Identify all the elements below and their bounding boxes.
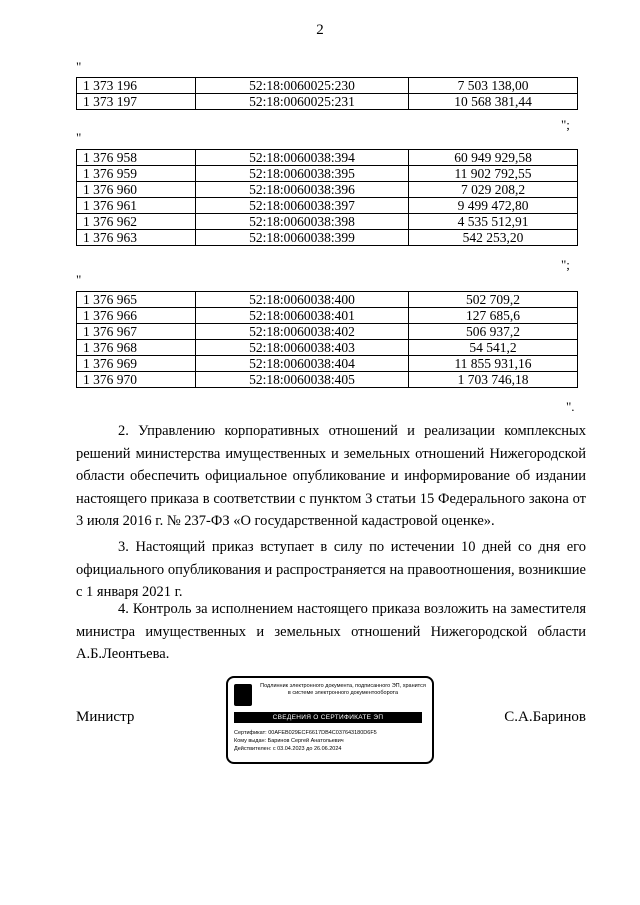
table-row: [77, 214, 578, 230]
paragraph-3: [76, 536, 586, 604]
open-quote-2: ": [76, 130, 82, 145]
cadastral-value: 542 253,20: [409, 230, 578, 246]
cadastral-number: 52:18:0060038:404: [196, 356, 409, 372]
cadastral-value: 4 535 512,91: [409, 214, 578, 230]
cadastral-number: 52:18:0060038:399: [196, 230, 409, 246]
paragraph-2: [76, 420, 586, 533]
signatory-name: С.А.Баринов: [504, 709, 586, 725]
table-row: [77, 182, 578, 198]
open-quote-1: ": [76, 59, 82, 74]
cadastral-number: 52:18:0060038:395: [196, 166, 409, 182]
signatory-position: Министр: [76, 709, 135, 725]
cadastral-value: 1 703 746,18: [409, 372, 578, 388]
object-number: 1 376 962: [77, 214, 196, 230]
cadastral-number: 52:18:0060038:401: [196, 308, 409, 324]
stamp-info: [234, 729, 426, 753]
cadastral-table-2: [76, 149, 578, 246]
object-number: 1 376 966: [77, 308, 196, 324]
cadastral-value: 11 902 792,55: [409, 166, 578, 182]
stamp-title: СВЕДЕНИЯ О СЕРТИФИКАТЕ ЭП: [234, 712, 422, 723]
table-row: [77, 198, 578, 214]
paragraph-2-text: 2. Управлению корпоративных отношений и реализации комплексных решений министерства имущественных и земельных отношений Нижегородской области обеспечить официальное опубликование и информирование об издании настоящего приказа в соответствии с пунктом 3 статьи 15 Федерального закона от 3 июля 2016 г. № 237-ФЗ «О государственной кадастровой оценке».: [76, 423, 586, 529]
table-row: [77, 78, 578, 94]
cadastral-value: 10 568 381,44: [409, 94, 578, 110]
stamp-header: Подлинник электронного документа, подписанного ЭП, хранится в системе электронного документооборота: [260, 683, 426, 696]
cadastral-number: 52:18:0060038:394: [196, 150, 409, 166]
stamp-issued-to: Кому выдан: Баринов Сергей Анатольевич: [234, 738, 344, 744]
cadastral-value: 506 937,2: [409, 324, 578, 340]
cadastral-number: 52:18:0060038:403: [196, 340, 409, 356]
object-number: 1 376 958: [77, 150, 196, 166]
cadastral-value: 127 685,6: [409, 308, 578, 324]
cadastral-value: 54 541,2: [409, 340, 578, 356]
cadastral-value: 11 855 931,16: [409, 356, 578, 372]
table-row: [77, 372, 578, 388]
object-number: 1 376 968: [77, 340, 196, 356]
table-row: [77, 340, 578, 356]
paragraph-4-text: 4. Контроль за исполнением настоящего приказа возложить на заместителя министра имущественных и земельных отношений Нижегородской области А.Б.Леонтьева.: [76, 601, 586, 662]
cadastral-value: 60 949 929,58: [409, 150, 578, 166]
cadastral-number: 52:18:0060038:400: [196, 292, 409, 308]
table-row: [77, 308, 578, 324]
table-row: [77, 166, 578, 182]
cadastral-number: 52:18:0060038:402: [196, 324, 409, 340]
cadastral-value: 7 503 138,00: [409, 78, 578, 94]
object-number: 1 376 959: [77, 166, 196, 182]
coat-of-arms-icon: [234, 684, 252, 706]
table-row: [77, 324, 578, 340]
page-number: 2: [316, 22, 324, 38]
cadastral-value: 9 499 472,80: [409, 198, 578, 214]
close-quote-2: ";: [561, 257, 570, 272]
cadastral-number: 52:18:0060038:397: [196, 198, 409, 214]
cadastral-number: 52:18:0060038:398: [196, 214, 409, 230]
stamp-certificate: Сертификат: 00AFEB029ECF6617DB4C037643180D6F5: [234, 730, 377, 736]
object-number: 1 376 961: [77, 198, 196, 214]
object-number: 1 376 965: [77, 292, 196, 308]
cadastral-number: 52:18:0060025:230: [196, 78, 409, 94]
object-number: 1 376 960: [77, 182, 196, 198]
object-number: 1 376 970: [77, 372, 196, 388]
cadastral-table-3: [76, 291, 578, 388]
electronic-signature-stamp: [226, 676, 434, 764]
object-number: 1 376 963: [77, 230, 196, 246]
cadastral-number: 52:18:0060038:405: [196, 372, 409, 388]
object-number: 1 373 197: [77, 94, 196, 110]
close-quote-3: ".: [566, 399, 575, 414]
object-number: 1 376 969: [77, 356, 196, 372]
table-row: [77, 356, 578, 372]
stamp-valid: Действителен: с 03.04.2023 до 26.06.2024: [234, 746, 342, 752]
table-row: [77, 230, 578, 246]
cadastral-table-1: [76, 77, 578, 110]
cadastral-number: 52:18:0060025:231: [196, 94, 409, 110]
close-quote-1: ";: [561, 117, 570, 132]
paragraph-3-text: 3. Настоящий приказ вступает в силу по истечении 10 дней со дня его официального опубликования и распространяется на правоотношения, возникшие с 1 января 2021 г.: [76, 539, 586, 600]
table-row: [77, 150, 578, 166]
paragraph-4: [76, 598, 586, 666]
cadastral-value: 502 709,2: [409, 292, 578, 308]
object-number: 1 373 196: [77, 78, 196, 94]
table-row: [77, 94, 578, 110]
object-number: 1 376 967: [77, 324, 196, 340]
open-quote-3: ": [76, 272, 82, 287]
cadastral-number: 52:18:0060038:396: [196, 182, 409, 198]
table-row: [77, 292, 578, 308]
cadastral-value: 7 029 208,2: [409, 182, 578, 198]
